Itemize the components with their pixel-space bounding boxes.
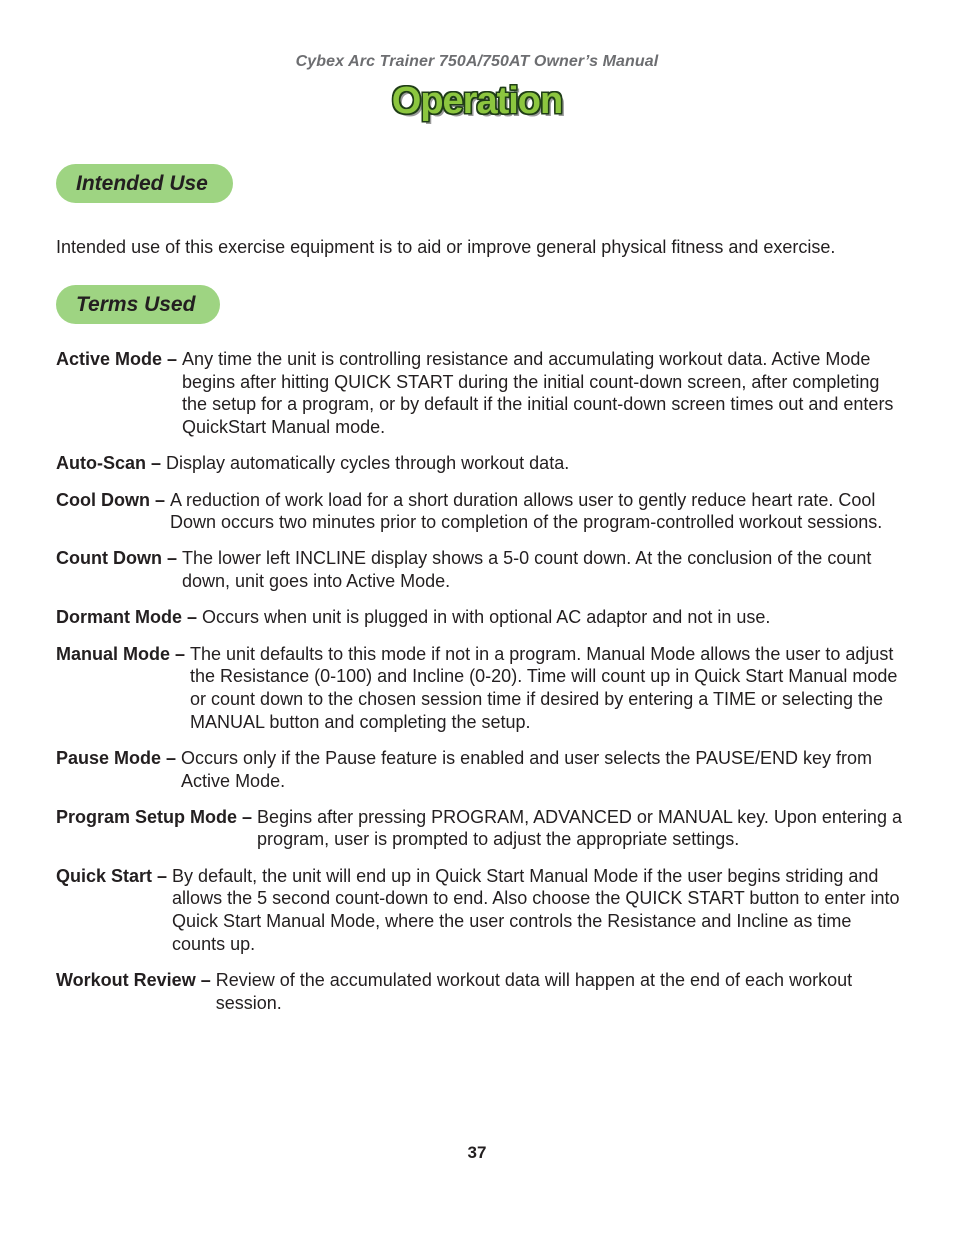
term-entry-count-down: [56, 547, 902, 592]
term-definition: Review of the accumulated workout data will happen at the end of each workout session.: [215, 969, 853, 1013]
term-definition: By default, the unit will end up in Quick Start Manual Mode if the user begins striding and allows the 5 second count-down to end. Also choose the QUICK START button to enter into Quick Start Manual Mode, where the user controls the Resistance and Incline as time counts up.: [172, 865, 900, 954]
term-definition: Begins after pressing PROGRAM, ADVANCED or MANUAL key. Upon entering a program, user is prompted to adjust the appropriate settings.: [257, 806, 902, 850]
term-definition: Any time the unit is controlling resistance and accumulating workout data. Active Mode begins after hitting QUICK START during the initial count-down screen, after completing the setup for a program, or by default if the initial count-down screen times out and enters QuickStart Manual mode.: [182, 349, 894, 438]
term-entry-active-mode: [56, 348, 902, 439]
term-label: Auto-Scan –: [56, 453, 167, 474]
term-label: Dormant Mode –: [56, 607, 203, 628]
term-entry-cool-down: [56, 489, 902, 534]
page-number: 37: [467, 1143, 487, 1162]
term-entry-manual-mode: [56, 643, 902, 734]
term-label: Workout Review –: [56, 969, 216, 990]
term-label: Active Mode –: [56, 349, 183, 369]
term-definition: The lower left INCLINE display shows a 5-0 count down. At the conclusion of the count down, unit goes into Active Mode.: [181, 548, 872, 592]
term-label: Pause Mode –: [56, 747, 182, 768]
page-title: Operation: [391, 80, 563, 122]
term-label: Cool Down –: [56, 489, 170, 510]
running-header: Cybex Arc Trainer 750A/750AT Owner’s Manual: [295, 53, 659, 70]
section-heading-terms-used: Terms Used: [56, 285, 220, 324]
term-label: Manual Mode –: [56, 643, 191, 664]
term-definition: The unit defaults to this mode if not in a program. Manual Mode allows the user to adjust the Resistance (0-100) and Incline (0-20). Time will count up in Quick Start Manual mode or count down to the chosen session time if desired by entering a TIME or selecting the MANUAL button and completing the setup.: [190, 643, 898, 732]
term-label: Count Down –: [56, 548, 182, 569]
term-entry-dormant-mode: [56, 606, 902, 629]
term-definition: Display automatically cycles through workout data.: [166, 453, 570, 474]
terms-list: [56, 348, 902, 1028]
term-entry-auto-scan: [56, 452, 902, 475]
term-entry-quick-start: [56, 865, 902, 956]
term-definition: Occurs only if the Pause feature is enabled and user selects the PAUSE/END key from Active Mode.: [181, 747, 873, 791]
term-entry-program-setup-mode: [56, 806, 902, 851]
term-label: Program Setup Mode –: [56, 806, 258, 827]
term-label: Quick Start –: [56, 865, 173, 886]
term-definition: A reduction of work load for a short duration allows user to gently reduce heart rate. Cool Down occurs two minutes prior to completion of the program-controlled workout sessions.: [170, 489, 883, 533]
term-entry-pause-mode: [56, 747, 902, 792]
term-definition: Occurs when unit is plugged in with optional AC adaptor and not in use.: [202, 607, 771, 628]
section-heading-intended-use: Intended Use: [56, 164, 233, 203]
term-entry-workout-review: [56, 969, 902, 1014]
intended-use-text: Intended use of this exercise equipment is to aid or improve general physical fitness and exercise.: [56, 237, 836, 257]
